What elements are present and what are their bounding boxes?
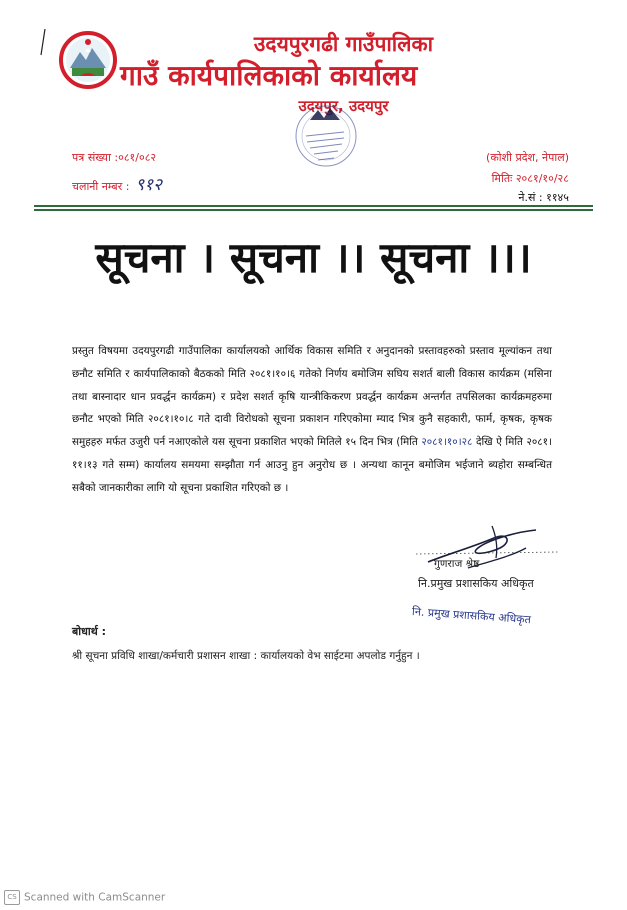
notice-title: सूचना । सूचना ।। सूचना ।।। (95, 233, 532, 282)
office-seal-icon (286, 96, 366, 176)
signer-stamp: नि. प्रमुख प्रशासकिय अधिकृत (411, 605, 532, 627)
camscanner-logo-icon: CS (4, 890, 20, 905)
notice-body (72, 340, 552, 500)
dispatch-value: ९१२ (135, 175, 162, 195)
header-divider-second (34, 209, 593, 211)
scanner-text: Scanned with CamScanner (24, 891, 166, 904)
province-name: (कोशी प्रदेश, नेपाल) (486, 151, 569, 164)
office-name: गाउँ कार्यपालिकाको कार्यालय (120, 59, 418, 92)
letter-date: मितिः २०८१/१०/२८ (491, 172, 569, 185)
dispatch-number (72, 172, 162, 195)
notice-body-part-1: प्रस्तुत विषयमा उदयपुरगढी गाउँपालिका कार्यालयको आर्थिक विकास समिति र अनुदानको प्रस्तावहरुको प्रस्ताव मूल्यांकन तथा छनौट समिति र कार्यपालिकाको बैठकको मिति २०८१।१०।६ गतेको निर्णय बमोजिम सघिय सशर्त बाली विकास कार्यक्रम (मसिना तथा बास्नादार धान प्रवर्द्धन कार्यक्रम) र प्रदेश सशर्त कृषि यान्त्रीकिकरण प्रवर्द्धन कार्यक्रम अन्तर्गत तपसिलका कार्यक्रमहरुमा छनौट भएको मिति २०८१।१०।८ गते दावी विरोधको सूचना प्रकाशन गरिएकोमा म्याद भित्र कुनै सहकारी, फार्म, कृषक, कृषक समुहहरु मर्फत उजुरी पर्न नआएकोले यस सूचना प्रकाशित भएको मितिले १५ दिन भित्र (मिति (72, 345, 552, 449)
office-location: उदयपुर, उदयपुर (298, 97, 389, 115)
dispatch-label: चलानी नम्बर : (72, 180, 130, 193)
letter-number: पत्र संख्या :०८१/०८२ (72, 151, 157, 164)
signer-name: गुणराज श्रेष्ठ (434, 558, 480, 570)
municipality-name: उदयपुरगढी गाउँपालिका (253, 32, 434, 56)
notice-body-part-2: देखि ऐ मिति २०८१।११।१३ गते सम्म) कार्यालय समयमा सम्झौता गर्न आउनु हुन अनुरोध छ । अन्यथा कानून बमोजिम भईजाने ब्यहोरा सम्बन्धित सबैको जानकारीका लागि यो सूचना प्रकाशित गरिएको छ । (72, 436, 552, 494)
distribution-line: श्री सूचना प्रविधि शाखा/कर्मचारी प्रशासन शाखा : कार्यालयको वेभ साईटमा अपलोड गर्नुहुन । (72, 650, 420, 662)
header-divider (34, 205, 593, 207)
bodhartha-label: बोधार्थ : (72, 625, 107, 638)
signer-title: नि.प्रमुख प्रशासकिय अधिकृत (418, 577, 534, 590)
signature-icon (408, 518, 568, 576)
nepal-sambat: ने.सं : ११४५ (518, 191, 569, 204)
handwritten-date: २०८१।१०।२८ (421, 436, 473, 449)
scanner-watermark (4, 890, 165, 905)
